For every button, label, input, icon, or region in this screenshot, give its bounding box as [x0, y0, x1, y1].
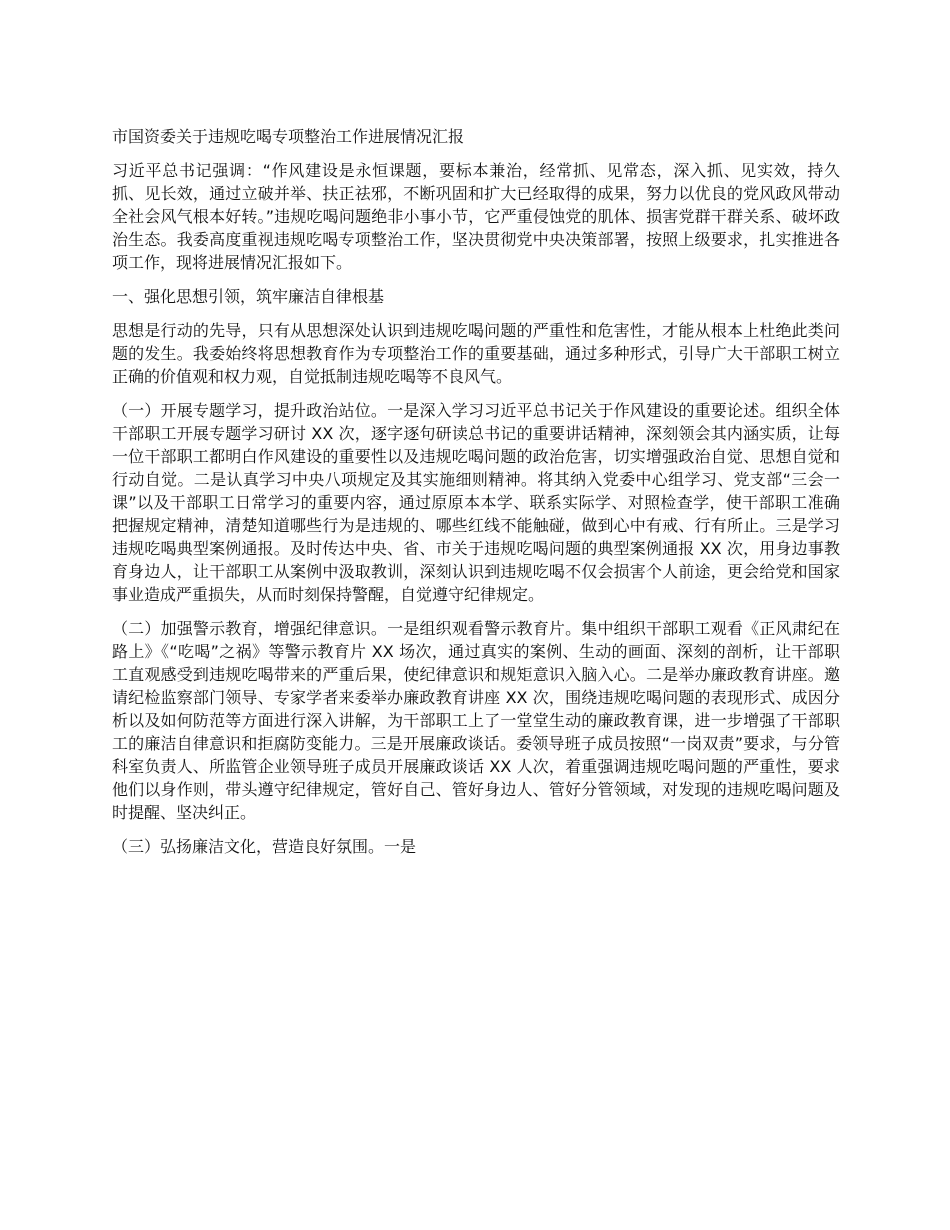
subsection-1-paragraph: （一）开展专题学习，提升政治站位。一是深入学习习近平总书记关于作风建设的重要论述。组织全体干部职工开展专题学习研讨 XX 次，逐字逐句研读总书记的重要讲话精神，深刻领会其内涵实质，让每一位干部职工都明白作风建设的重要性以及违规吃喝问题的政治危害，切实增强政治自觉、思想自觉和行动自觉。二是认真学习中央八项规定及其实施细则精神。将其纳入党委中心组学习、党支部“三会一课”以及干部职工日常学习的重要内容，通过原原本本学、联系实际学、对照检查学，使干部职工准确把握规定精神，清楚知道哪些行为是违规的、哪些红线不能触碰，做到心中有戒、行有所止。三是学习违规吃喝典型案例通报。及时传达中央、省、市关于违规吃喝问题的典型案例通报 XX 次，用身边事教育身边人，让干部职工从案例中汲取教训，深刻认识到违规吃喝不仅会损害个人前途，更会给党和国家事业造成严重损失，从而时刻保持警醒，自觉遵守纪律规定。 — [112, 401, 840, 604]
intro-paragraph: 习近平总书记强调：“作风建设是永恒课题，要标本兼治，经常抓、见常态，深入抓、见实效，持久抓、见长效，通过立破并举、扶正祛邪，不断巩固和扩大已经取得的成果，努力以优良的党风政风带动全社会风气根本好转。”违规吃喝问题绝非小事小节，它严重侵蚀党的肌体、损害党群干群关系、破坏政治生态。我委高度重视违规吃喝专项整治工作，坚决贯彻党中央决策部署，按照上级要求，扎实推进各项工作，现将进展情况汇报如下。 — [112, 161, 840, 272]
section-1-paragraph: 思想是行动的先导，只有从思想深处认识到违规吃喝问题的严重性和危害性，才能从根本上杜绝此类问题的发生。我委始终将思想教育作为专项整治工作的重要基础，通过多种形式，引导广大干部职工树立正确的价值观和权力观，自觉抵制违规吃喝等不良风气。 — [112, 321, 840, 386]
section-1-heading: 一、强化思想引领，筑牢廉洁自律根基 — [112, 287, 385, 306]
document-title: 市国资委关于违规吃喝专项整治工作进展情况汇报 — [112, 127, 465, 146]
subsection-2-paragraph: （二）加强警示教育，增强纪律意识。一是组织观看警示教育片。集中组织干部职工观看《正风肃纪在路上》《“吃喝”之祸》等警示教育片 XX 场次，通过真实的案例、生动的画面、深刻的剖析，让干部职工直观感受到违规吃喝带来的严重后果，使纪律意识和规矩意识入脑入心。二是举办廉政教育讲座。邀请纪检监察部门领导、专家学者来委举办廉政教育讲座 XX 次，围绕违规吃喝问题的表现形式、成因分析以及如何防范等方面进行深入讲解，为干部职工上了一堂堂生动的廉政教育课，进一步增强了干部职工的廉洁自律意识和拒腐防变能力。三是开展廉政谈话。委领导班子成员按照“一岗双责”要求，与分管科室负责人、所监管企业领导班子成员开展廉政谈话 XX 人次，着重强调违规吃喝问题的严重性，要求他们以身作则，带头遵守纪律规定，管好自己、管好身边人、管好分管领域，对发现的违规吃喝问题及时提醒、坚决纠正。 — [112, 619, 840, 822]
document-page — [112, 125, 840, 869]
subsection-3-paragraph: （三）弘扬廉洁文化，营造良好氛围。一是 — [112, 837, 417, 856]
